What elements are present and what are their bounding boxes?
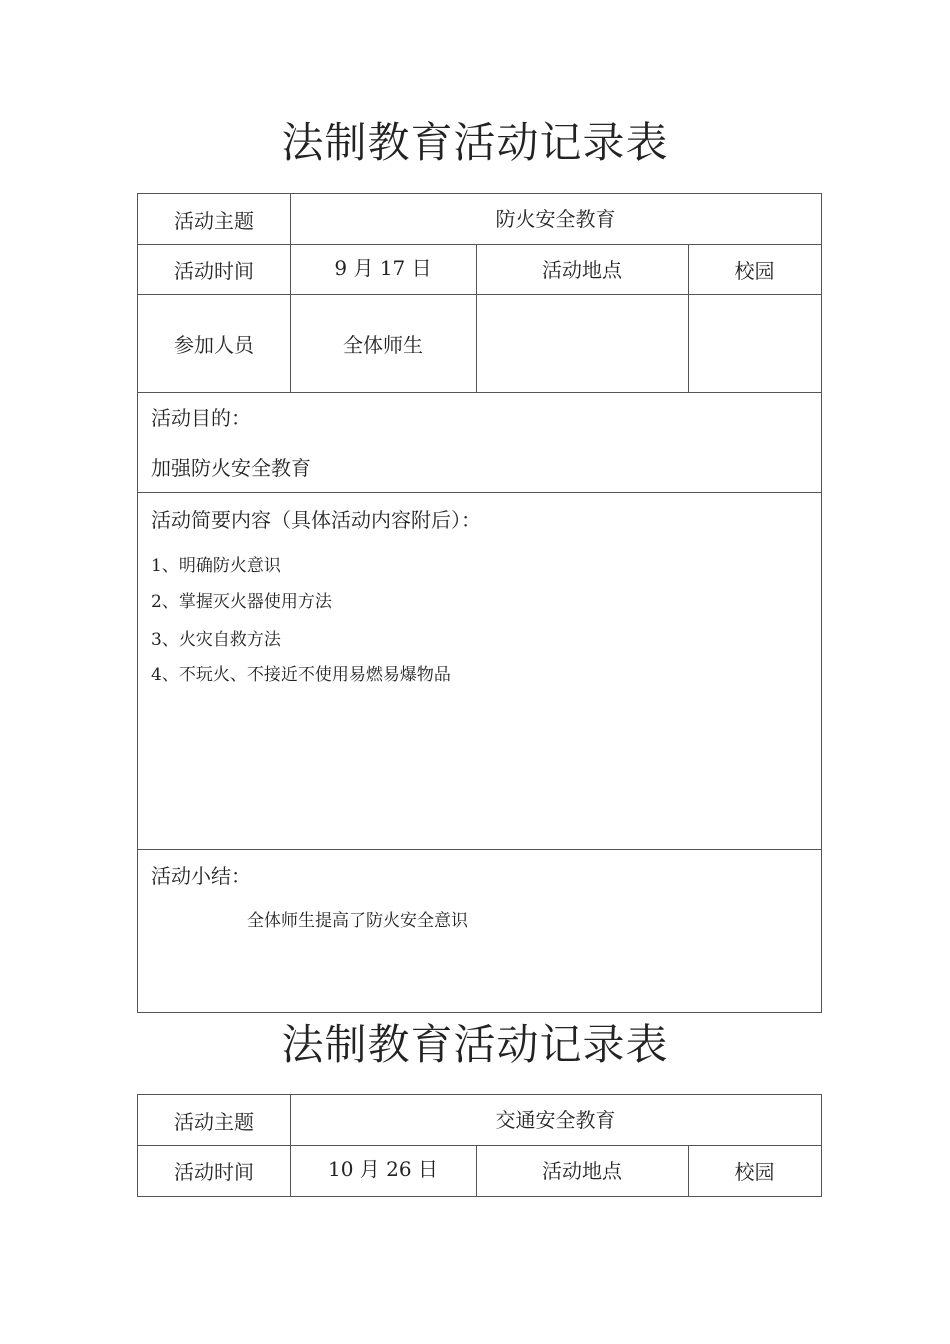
content-item: 1、明确防火意识 — [151, 556, 281, 576]
place-value: 校园 — [734, 1159, 775, 1184]
row-divider — [138, 392, 821, 393]
time-value: 9 月 17 日 — [334, 255, 432, 280]
content-label: 活动简要内容（具体活动内容附后）： — [151, 508, 481, 532]
record2-table — [137, 1094, 822, 1197]
participants-label: 参加人员 — [174, 332, 254, 357]
place-value: 校园 — [734, 258, 775, 283]
content-item: 3、火灾自救方法 — [151, 630, 281, 650]
record1-table — [137, 193, 822, 1013]
record2-title: 法制教育活动记录表 — [281, 1020, 669, 1069]
participants-value: 全体师生 — [343, 332, 423, 357]
theme-label: 活动主题 — [174, 208, 254, 233]
content-item: 2、掌握灭火器使用方法 — [151, 592, 332, 612]
place-label: 活动地点 — [542, 257, 622, 282]
theme-label: 活动主题 — [174, 1109, 254, 1134]
place-label: 活动地点 — [542, 1158, 622, 1183]
summary-label: 活动小结： — [151, 864, 251, 888]
record1-title: 法制教育活动记录表 — [281, 118, 669, 167]
time-label: 活动时间 — [174, 258, 254, 283]
time-label: 活动时间 — [174, 1159, 254, 1184]
theme-value: 防火安全教育 — [495, 206, 616, 231]
content-item: 4、不玩火、不接近不使用易燃易爆物品 — [151, 665, 451, 685]
summary-value: 全体师生提高了防火安全意识 — [247, 911, 468, 931]
row-divider — [138, 849, 821, 850]
purpose-label: 活动目的： — [151, 406, 251, 430]
time-value: 10 月 26 日 — [328, 1156, 438, 1181]
row-divider — [138, 492, 821, 493]
purpose-value: 加强防火安全教育 — [151, 456, 311, 480]
theme-value: 交通安全教育 — [495, 1107, 616, 1132]
